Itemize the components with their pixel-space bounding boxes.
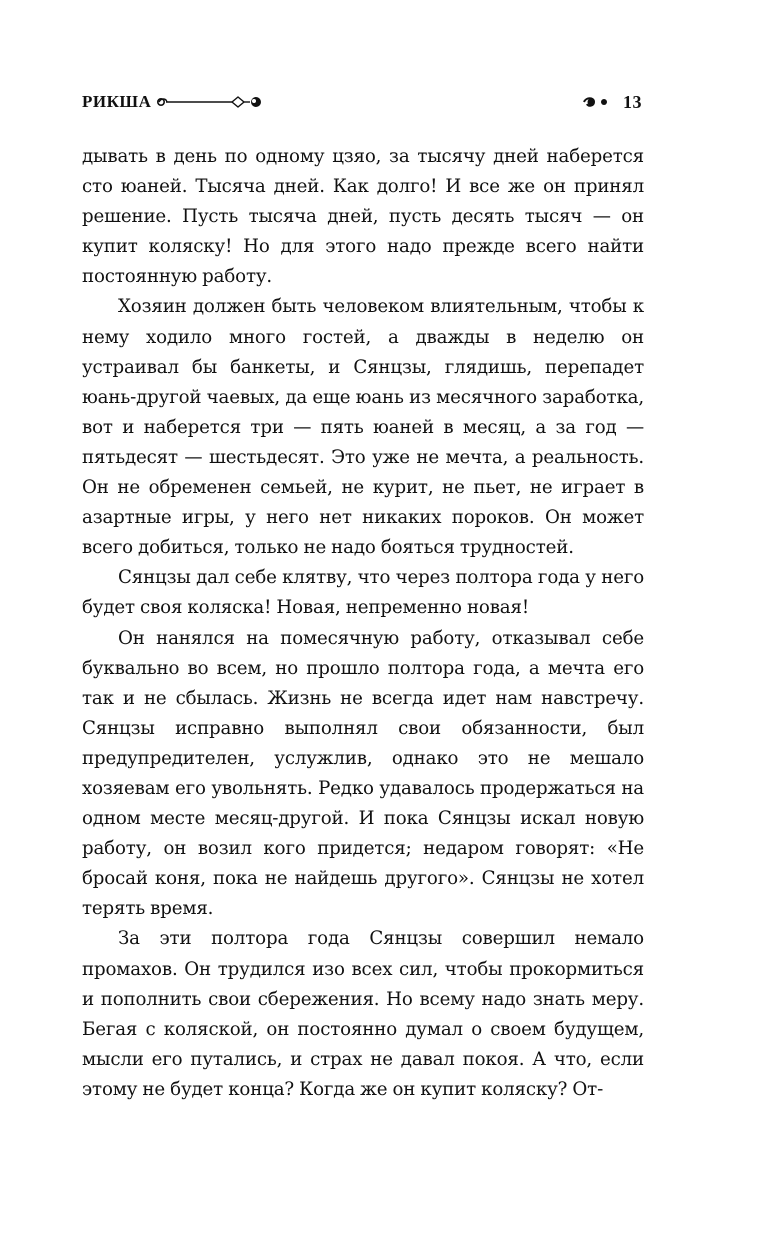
body-text [82,142,644,1105]
book-title: РИКША [82,92,152,111]
paragraph: Он нанялся на помесячную работу, отказывал себе буквально во всем, но прошло полтора года, а мечта его так и не сбылась. Жизнь не всегда идет нам навстречу. Сянцзы исправно выполнял свои обязанности, был предупредителен, услужлив, однако это не мешало хозяевам его увольнять. Редко удавалось продержаться на одном месте месяц-другой. И пока Сянцзы искал новую работу, он возил кого придется; недаром говорят: «Не бросай коня, пока не найдешь другого». Сянцзы не хотел терять время. [82,627,644,920]
paragraph: За эти полтора года Сянцзы совершил немало промахов. Он трудился изо всех сил, чтобы прокормиться и пополнить свои сбережения. Но всему надо знать меру. Бегая с коляской, он постоянно думал о своем будущем, мысли его путались, и страх не давал покоя. А что, если этому не будет конца? Когда же он купит коляску? От- [82,928,644,1100]
running-head [82,88,642,116]
page-number: 13 [623,92,642,112]
paragraph: Хозяин должен быть человеком влиятельным, чтобы к нему ходило много гостей, а дважды в неделю он устраивал бы банкеты, и Сянцзы, глядишь, перепадет юань-другой чаевых, да еще юань из месячного заработка, вот и наберется три — пять юаней в месяц, а за год — пятьдесят — шестьдесят. Это уже не мечта, а реальность. Он не обременен семьей, не курит, не пьет, не играет в азартные игры, у него нет никаких пороков. Он может всего добиться, только не надо бояться трудностей. [82,296,644,559]
ornament-flourish-left [156,94,266,110]
paragraph-continued: дывать в день по одному цзяо, за тысячу дней наберется сто юаней. Тысяча дней. Как долго! И все же он принял решение. Пусть тысяча дней, пусть десять тысяч — он купит коляску! Но для этого надо прежде всего найти постоянную работу. [82,146,644,288]
ornament-flourish-right [582,95,612,109]
paragraph: Сянцзы дал себе клятву, что через полтора года у него будет своя коляска! Новая, непременно новая! [82,567,644,619]
